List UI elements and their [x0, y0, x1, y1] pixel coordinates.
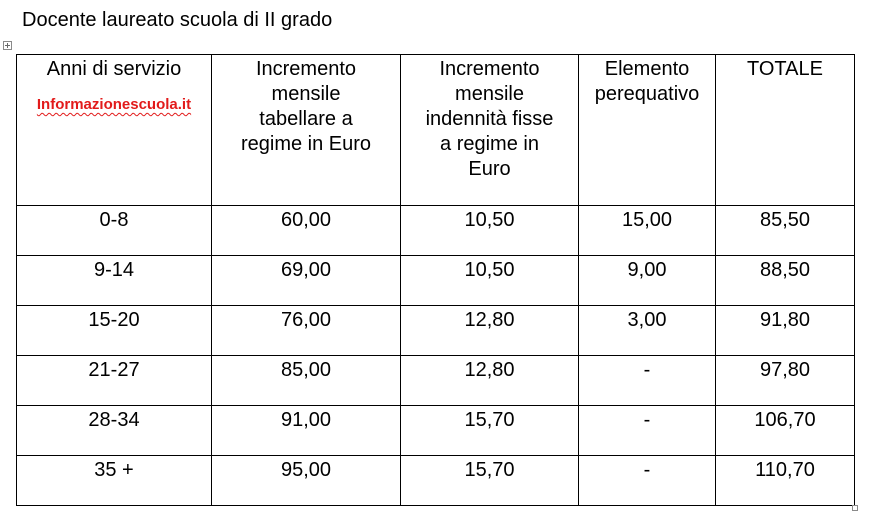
header-line: perequativo — [594, 83, 700, 105]
cell-equalizing: - — [579, 356, 716, 406]
cell-years: 21-27 — [17, 356, 212, 406]
cell-table-increase: 76,00 — [212, 306, 401, 356]
header-table-increase-cell — [212, 55, 401, 206]
header-line: mensile — [455, 83, 524, 105]
cell-years: 0-8 — [17, 206, 212, 256]
header-line: tabellare a — [259, 108, 353, 130]
cell-table-increase: 85,00 — [212, 356, 401, 406]
header-line: a regime in — [440, 133, 539, 155]
header-line: Incremento — [255, 58, 357, 80]
table-resize-handle-icon[interactable] — [852, 505, 858, 511]
header-fixed-allowance-cell — [401, 55, 579, 206]
cell-total[interactable]: 110,70 — [716, 456, 855, 506]
cell-equalizing: - — [579, 456, 716, 506]
cell-fixed-allowance: 12,80 — [401, 306, 579, 356]
cell-total: 91,80 — [716, 306, 855, 356]
header-line: Elemento — [604, 58, 690, 80]
cell-table-increase: 91,00 — [212, 406, 401, 456]
cell-total: 88,50 — [716, 256, 855, 306]
table-header-row — [17, 55, 855, 206]
header-line: Incremento — [439, 58, 540, 80]
cell-fixed-allowance: 15,70 — [401, 406, 579, 456]
table-row — [17, 456, 855, 506]
cell-fixed-allowance: 15,70 — [401, 456, 579, 506]
table-move-handle-icon[interactable] — [3, 41, 12, 50]
cell-total: 85,50 — [716, 206, 855, 256]
cell-equalizing: 3,00 — [579, 306, 716, 356]
salary-increase-table — [16, 54, 855, 506]
header-line: regime in Euro — [240, 133, 372, 155]
table-row — [17, 206, 855, 256]
cell-equalizing: - — [579, 406, 716, 456]
watermark-informazionescuola: Informazionescuola.it — [36, 96, 192, 113]
header-line: Euro — [468, 158, 511, 180]
header-years-cell — [17, 55, 212, 206]
cell-table-increase: 60,00 — [212, 206, 401, 256]
header-equalizing-cell — [579, 55, 716, 206]
cell-years: 28-34 — [17, 406, 212, 456]
table-row — [17, 256, 855, 306]
cell-years: 15-20 — [17, 306, 212, 356]
cell-table-increase: 95,00 — [212, 456, 401, 506]
cell-years: 35 + — [17, 456, 212, 506]
cell-fixed-allowance: 10,50 — [401, 206, 579, 256]
table-row — [17, 406, 855, 456]
cell-table-increase: 69,00 — [212, 256, 401, 306]
document-title: Docente laureato scuola di II grado — [22, 9, 333, 31]
table-row — [17, 306, 855, 356]
cell-total: 106,70 — [716, 406, 855, 456]
cell-equalizing: 9,00 — [579, 256, 716, 306]
cell-equalizing: 15,00 — [579, 206, 716, 256]
cell-fixed-allowance: 12,80 — [401, 356, 579, 406]
header-line: indennità fisse — [425, 108, 554, 130]
cell-fixed-allowance: 10,50 — [401, 256, 579, 306]
table-row — [17, 356, 855, 406]
header-years-label: Anni di servizio — [46, 58, 182, 80]
cell-years: 9-14 — [17, 256, 212, 306]
header-line: mensile — [271, 83, 341, 105]
cell-total: 97,80 — [716, 356, 855, 406]
header-total-cell: TOTALE — [716, 55, 855, 206]
